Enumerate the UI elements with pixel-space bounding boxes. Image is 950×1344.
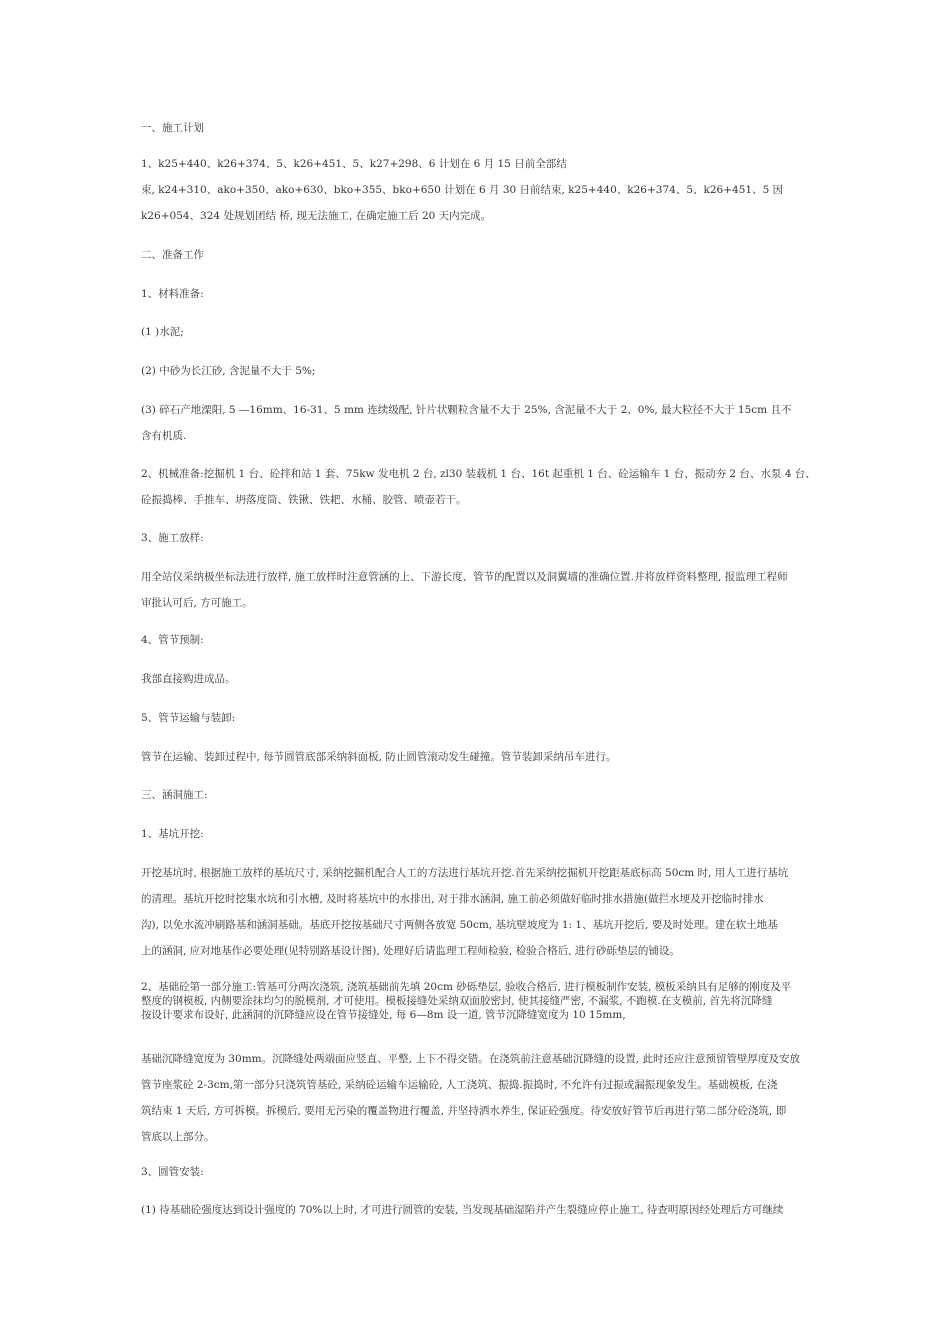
foundation-line-3: 按设计要求布设好, 此涵洞的沉降缝应设在管节接缝处, 每 6—8m 设一道, 管节沉降缝宽度为 10 15mm, [141,1009,626,1021]
subheading-transport: 5、管节运输与装卸: [141,712,236,724]
excavation-line-3: 沟), 以免水流冲刷路基和涵洞基础。基底开挖按基础尺寸两侧各放宽 50cm, 基坑壁坡度为 1: 1、基坑开挖后, 要及时处理。建在软土地基 [141,919,778,931]
transport-body: 管节在运输、装卸过程中, 每节圆管底部采纳斜面板, 防止圆管滚动发生碰撞。管节装卸采纳吊车进行。 [141,751,617,763]
foundation-paragraph-part-1 [141,980,816,1022]
prefabrication-body: 我部直接购进成品。 [141,673,236,685]
excavation-line-4: 上的涵洞, 应对地基作必要处理(见特别路基设计图), 处理好后请监理工程师检验, 检验合格后, 进行砂砾垫层的铺设。 [141,945,680,957]
excavation-line-2: 的清理。基坑开挖时挖集水坑和引水槽, 及时将基坑中的水排出, 对于排水涵洞, 施工前必须做好临时排水措施(做拦水埂及开挖临时排水 [141,893,764,905]
subheading-materials: 1、材料准备: [141,288,204,300]
foundation-line-2: 整度的钢模板, 内侧要涂抹均匀的脱模剂, 才可使用。模板接缝处采纳双面胶密封, 使其接缝严密, 不漏浆, 不跑模.在支模前, 首先将沉降缝 [141,995,773,1007]
foundation-cont-line-1: 基础沉降缝宽度为 30mm。沉降缝处两端面应竖直、平整, 上下不得交错。在浇筑前注意基础沉降缝的设置, 此时还应注意预留管壁厚度及安放 [141,1053,800,1065]
material-cement: (1 )水泥; [141,326,184,338]
plan-line-3: k26+054、324 处规划团结 桥, 现无法施工, 在确定施工后 20 天内完成。 [141,210,492,222]
setting-out-paragraph [141,564,816,616]
excavation-line-1: 开挖基坑时, 根据施工放样的基坑尺寸, 采纳挖掘机配合人工的方法进行基坑开挖.首先采纳挖掘机开挖距基底标高 50cm 时, 用人工进行基坑 [141,867,789,879]
plan-line-1: 1、k25+440、k26+374、5、k26+451、5、k27+298、6 计划在 6 月 15 日前全部结 [141,158,567,170]
machinery-line-2: 砼振捣棒、手推车、坍落度筒、铁锹、铁耙、水桶、胶管、喷壶若干。 [141,494,467,506]
subheading-setting-out: 3、施工放样: [141,532,204,544]
machinery-paragraph [141,461,816,513]
gravel-line-1: (3) 碎石产地溧阳, 5 —16mm、16-31、5 mm 连续级配, 针片状颗粒含量不大于 25%, 含泥量不大于 2、0%, 最大粒径不大于 15cm 且不 [141,404,792,416]
foundation-cont-line-4: 管底以上部分。 [141,1131,215,1143]
foundation-line-1: 2、基础砼第一部分施工:管基可分两次浇筑, 浇筑基础前先填 20cm 砂砾垫层, 验收合格后, 进行模板制作安装, 模板采纳具有足够的刚度及平 [141,981,792,993]
setting-out-line-2: 审批认可后, 方可施工。 [141,597,253,609]
plan-line-2: 束, k24+310、ako+350、ako+630、bko+355、bko+650 计划在 6 月 30 日前结束, k25+440、k26+374、5、k26+451、5 因 [141,184,784,196]
section-heading-culvert: 三、涵洞施工: [141,789,208,801]
section-heading-preparation: 二、准备工作 [141,249,204,261]
foundation-cont-line-2: 管节座浆砼 2-3cm,第一部分只浇筑管基砼, 采纳砼运输车运输砼, 人工浇筑、振捣.振捣时, 不允许有过振或漏振现象发生。基础模板, 在浇 [141,1079,778,1091]
material-gravel [141,397,816,449]
setting-out-line-1: 用全站仪采纳极坐标法进行放样, 施工放样时注意管涵的上、下游长度、管节的配置以及洞翼墙的准确位置.并将放样资料整理, 报监理工程师 [141,571,788,583]
excavation-paragraph [141,860,816,964]
pipe-installation-line-1: (1) 待基础砼强度达到设计强度的 70%以上时, 才可进行圆管的安装, 当发现基础湿陷并产生裂缝应停止施工, 待查明原因经处理后方可继续 [141,1204,784,1216]
foundation-cont-line-3: 筑结束 1 天后, 方可拆模。拆模后, 要用无污染的覆盖物进行覆盖, 并坚持洒水养生, 保证砼强度。待安放好管节后再进行第二部分砼浇筑, 即 [141,1105,787,1117]
subheading-prefabrication: 4、管节预制: [141,634,204,646]
subheading-excavation: 1、基坑开挖: [141,828,204,840]
gravel-line-2: 含有机质. [141,430,187,442]
plan-paragraph [141,151,816,229]
foundation-paragraph-part-2 [141,1046,816,1150]
subheading-pipe-installation: 3、圆管安装: [141,1166,204,1178]
machinery-line-1: 2、机械准备:挖掘机 1 台、砼拌和站 1 套、75kw 发电机 2 台, zl30 装载机 1 台、16t 起重机 1 台、砼运输车 1 台、振动夯 2 台、水泵 4 台、 [141,468,816,480]
section-heading-plan: 一、施工计划 [141,122,204,134]
material-sand: (2) 中砂为长江砂, 含泥量不大于 5%; [141,365,316,377]
